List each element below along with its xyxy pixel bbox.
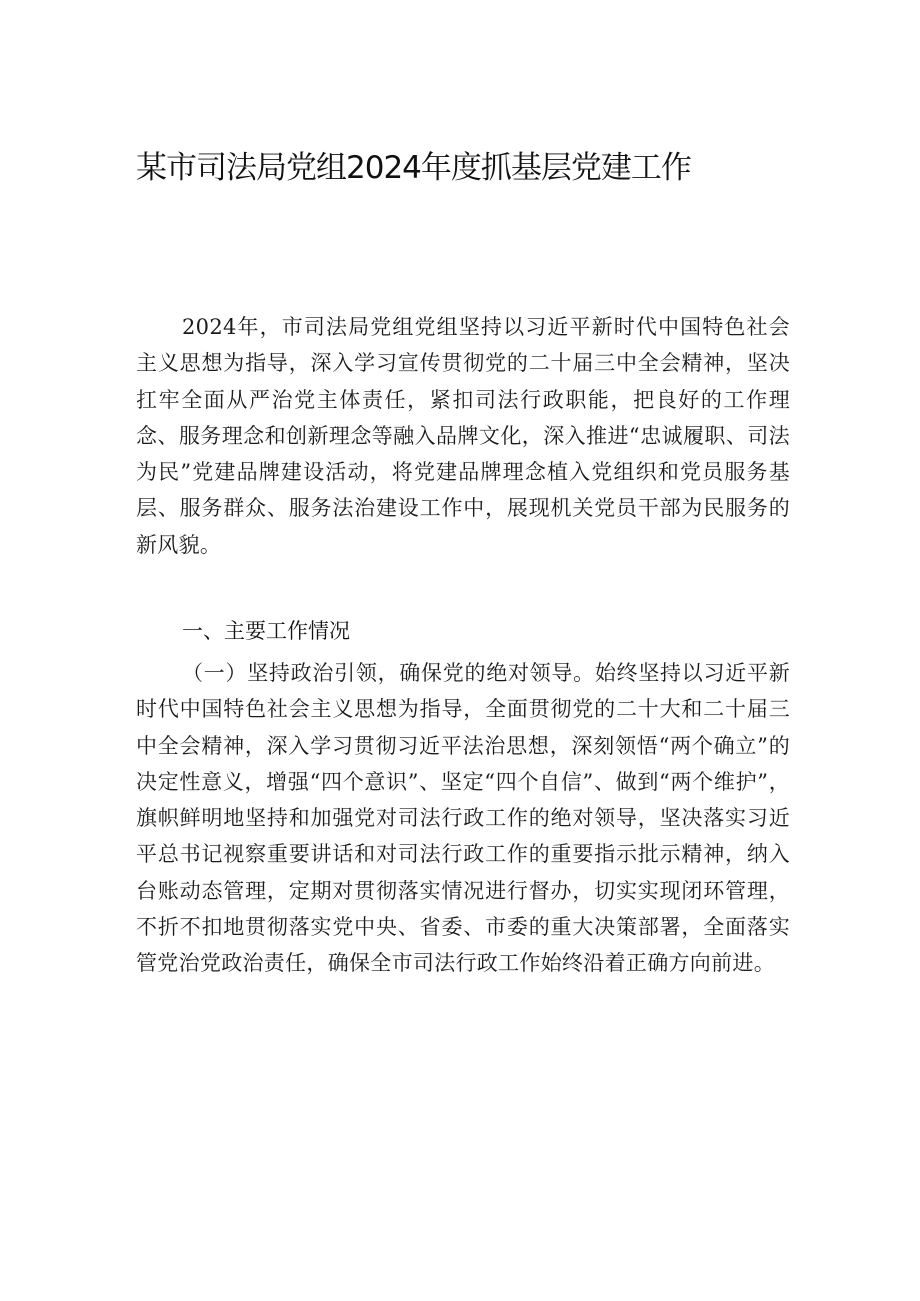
subsection-paragraph-political-leadership: （一）坚持政治引领，确保党的绝对领导。始终坚持以习近平新时代中国特色社会主义思想为指导，全面贯彻党的二十大和二十届三中全会精神，深入学习贯彻习近平法治思想，深刻领悟“两个确立”的决定性意义，增强“四个意识”、坚定“四个自信”、做到“两个维护”，旗帜鲜明地坚持和加强党对司法行政工作的绝对领导，坚决落实习近平总书记视察重要讲话和对司法行政工作的重要指示批示精神，纳入台账动态管理，定期对贯彻落实情况进行督办，切实实现闭环管理，不折不扣地贯彻落实党中央、省委、市委的重大决策部署，全面落实管党治党政治责任，确保全市司法行政工作始终沿着正确方向前进。 <box>136 661 790 976</box>
document-title: 某市司法局党组2024年度抓基层党建工作 <box>136 150 691 186</box>
section-heading-main-work: 一、主要工作情况 <box>182 619 350 643</box>
intro-paragraph: 2024年，市司法局党组党组坚持以习近平新时代中国特色社会主义思想为指导，深入学习宣传贯彻党的二十届三中全会精神，坚决扛牢全面从严治党主体责任，紧扣司法行政职能，把良好的工作理念、服务理念和创新理念等融入品牌文化，深入推进“忠诚履职、司法为民”党建品牌建设活动，将党建品牌理念植入党组织和党员服务基层、服务群众、服务法治建设工作中，展现机关党员干部为民服务的新风貌。 <box>136 315 790 557</box>
